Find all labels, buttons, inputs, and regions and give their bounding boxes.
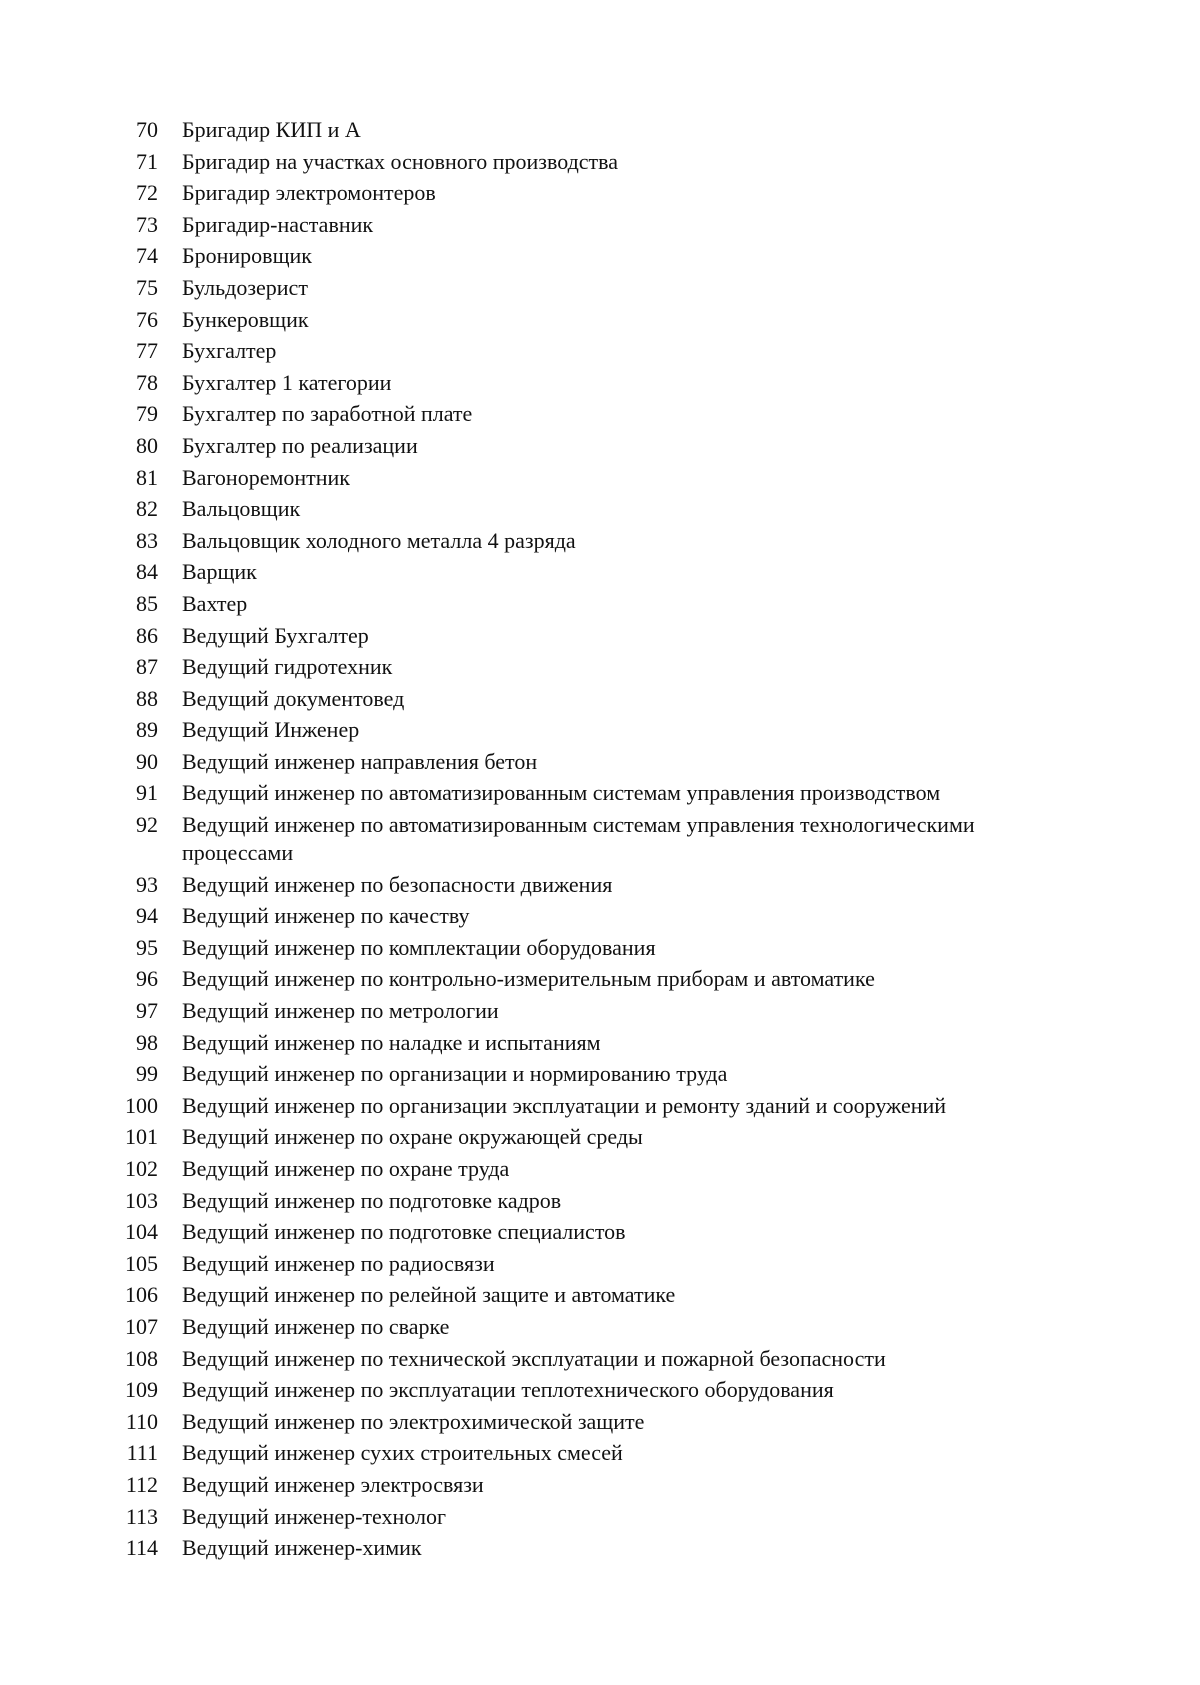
item-title: Ведущий инженер электросвязи xyxy=(182,1471,484,1497)
item-title: Ведущий Бухгалтер xyxy=(182,622,369,648)
list-item xyxy=(110,1534,1110,1562)
item-number: 95 xyxy=(136,934,158,960)
item-title: Вальцовщик холодного металла 4 разряда xyxy=(182,527,576,553)
list-item xyxy=(110,527,1110,555)
list-item xyxy=(110,558,1110,586)
item-number: 76 xyxy=(136,306,158,332)
list-item xyxy=(110,369,1110,397)
item-title: Ведущий инженер по организации эксплуатации и ремонту зданий и сооружений xyxy=(182,1092,947,1118)
item-number: 85 xyxy=(136,590,158,616)
item-number: 98 xyxy=(136,1029,158,1055)
item-number: 80 xyxy=(136,432,158,458)
item-number: 79 xyxy=(136,401,158,427)
list-item xyxy=(110,1123,1110,1151)
item-title: Бригадир КИП и А xyxy=(182,117,361,142)
list-item xyxy=(110,1187,1110,1215)
item-title: Ведущий документовед xyxy=(182,685,405,711)
list-item xyxy=(110,1408,1110,1436)
list-item xyxy=(110,811,1110,867)
item-title: Ведущий инженер по безопасности движения xyxy=(182,871,613,897)
list-item xyxy=(110,337,1110,365)
list-item xyxy=(110,1376,1110,1404)
list-item xyxy=(110,274,1110,302)
list-item xyxy=(110,1471,1110,1499)
item-title: Вахтер xyxy=(182,590,248,616)
list-item xyxy=(110,716,1110,744)
item-number: 87 xyxy=(136,654,158,680)
item-title: Бухгалтер по реализации xyxy=(182,432,418,458)
item-number: 108 xyxy=(125,1345,158,1371)
item-number: 70 xyxy=(136,117,158,142)
list-item xyxy=(110,116,1110,144)
position-list xyxy=(110,116,1110,1566)
item-number: 72 xyxy=(136,180,158,206)
item-title: Ведущий инженер-технолог xyxy=(182,1503,446,1529)
list-item xyxy=(110,432,1110,460)
item-title: Бригадир-наставник xyxy=(182,211,374,237)
item-number: 71 xyxy=(136,148,158,174)
list-item xyxy=(110,1060,1110,1088)
item-title: Ведущий инженер по наладке и испытаниям xyxy=(182,1029,601,1055)
item-title: Бронировщик xyxy=(182,243,312,269)
item-title: Ведущий инженер по технической эксплуатации и пожарной безопасности xyxy=(182,1345,886,1371)
item-title: Бункеровщик xyxy=(182,306,309,332)
list-item xyxy=(110,179,1110,207)
list-item xyxy=(110,1250,1110,1278)
item-number: 73 xyxy=(136,211,158,237)
item-number: 77 xyxy=(136,338,158,364)
item-number: 100 xyxy=(125,1092,158,1118)
item-title: Бухгалтер xyxy=(182,338,277,364)
item-number: 84 xyxy=(136,559,158,585)
list-item xyxy=(110,306,1110,334)
item-title: Бригадир на участках основного производства xyxy=(182,148,619,174)
item-number: 78 xyxy=(136,369,158,395)
item-title: Бухгалтер 1 категории xyxy=(182,369,392,395)
item-number: 102 xyxy=(125,1156,158,1181)
list-item xyxy=(110,685,1110,713)
list-item xyxy=(110,1345,1110,1373)
item-title: Ведущий инженер по охране окружающей среды xyxy=(182,1124,643,1150)
item-title: Ведущий гидротехник xyxy=(182,654,393,680)
item-title: Ведущий инженер по автоматизированным системам управления технологическими процессами xyxy=(182,812,975,866)
list-item xyxy=(110,1218,1110,1246)
item-number: 86 xyxy=(136,622,158,648)
item-title: Бульдозерист xyxy=(182,274,308,300)
list-item xyxy=(110,871,1110,899)
item-number: 107 xyxy=(125,1313,158,1339)
item-title: Ведущий инженер по комплектации оборудования xyxy=(182,934,656,960)
item-number: 110 xyxy=(125,1408,158,1434)
item-number: 93 xyxy=(136,871,158,897)
list-item xyxy=(110,965,1110,993)
list-item xyxy=(110,1092,1110,1120)
item-number: 96 xyxy=(136,966,158,992)
list-item xyxy=(110,934,1110,962)
item-title: Ведущий инженер по автоматизированным системам управления производством xyxy=(182,780,941,806)
item-title: Ведущий инженер по метрологии xyxy=(182,998,499,1024)
item-title: Ведущий инженер-химик xyxy=(182,1535,422,1561)
item-title: Ведущий инженер по контрольно-измерительным приборам и автоматике xyxy=(182,966,875,992)
item-number: 114 xyxy=(125,1535,158,1561)
item-title: Ведущий инженер по подготовке специалистов xyxy=(182,1219,626,1245)
list-item xyxy=(110,1155,1110,1183)
item-title: Ведущий инженер по подготовке кадров xyxy=(182,1187,562,1213)
list-item xyxy=(110,1439,1110,1467)
item-number: 106 xyxy=(125,1282,158,1308)
item-number: 89 xyxy=(136,717,158,743)
list-item xyxy=(110,1313,1110,1341)
item-number: 103 xyxy=(125,1187,158,1213)
item-title: Варщик xyxy=(182,559,257,585)
list-item xyxy=(110,148,1110,176)
item-number: 74 xyxy=(136,243,158,269)
list-item xyxy=(110,779,1110,807)
item-number: 83 xyxy=(136,527,158,553)
item-number: 75 xyxy=(136,274,158,300)
item-number: 105 xyxy=(125,1250,158,1276)
list-item xyxy=(110,748,1110,776)
list-item xyxy=(110,1029,1110,1057)
item-title: Ведущий инженер по организации и нормированию труда xyxy=(182,1061,728,1087)
item-number: 90 xyxy=(136,748,158,774)
list-item xyxy=(110,464,1110,492)
item-title: Ведущий инженер по релейной защите и автоматике xyxy=(182,1282,676,1308)
item-title: Ведущий Инженер xyxy=(182,717,360,743)
item-title: Ведущий инженер по сварке xyxy=(182,1313,450,1339)
item-title: Ведущий инженер по охране труда xyxy=(182,1156,510,1181)
list-item xyxy=(110,1503,1110,1531)
list-item xyxy=(110,400,1110,428)
item-title: Вальцовщик xyxy=(182,496,301,522)
item-title: Бригадир электромонтеров xyxy=(182,180,436,206)
item-number: 99 xyxy=(136,1061,158,1087)
item-number: 91 xyxy=(136,780,158,806)
item-title: Ведущий инженер направления бетон xyxy=(182,748,538,774)
item-title: Ведущий инженер сухих строительных смесей xyxy=(182,1440,623,1466)
item-number: 109 xyxy=(125,1377,158,1403)
list-item xyxy=(110,495,1110,523)
item-title: Ведущий инженер по эксплуатации теплотехнического оборудования xyxy=(182,1377,834,1403)
item-number: 104 xyxy=(125,1219,158,1245)
item-title: Ведущий инженер по качеству xyxy=(182,903,470,929)
item-number: 111 xyxy=(126,1440,158,1466)
item-number: 112 xyxy=(125,1471,158,1497)
item-title: Бухгалтер по заработной плате xyxy=(182,401,473,427)
item-title: Ведущий инженер по электрохимической защите xyxy=(182,1408,645,1434)
item-number: 81 xyxy=(136,464,158,490)
list-item xyxy=(110,622,1110,650)
list-item xyxy=(110,242,1110,270)
item-number: 82 xyxy=(136,496,158,522)
item-number: 113 xyxy=(125,1503,158,1529)
list-item xyxy=(110,211,1110,239)
list-item xyxy=(110,653,1110,681)
item-title: Вагоноремонтник xyxy=(182,464,350,490)
item-title: Ведущий инженер по радиосвязи xyxy=(182,1250,495,1276)
item-number: 94 xyxy=(136,903,158,929)
item-number: 101 xyxy=(125,1124,158,1150)
list-item xyxy=(110,997,1110,1025)
list-item xyxy=(110,590,1110,618)
item-number: 88 xyxy=(136,685,158,711)
item-number: 92 xyxy=(136,812,158,838)
item-number: 97 xyxy=(136,998,158,1024)
list-item xyxy=(110,1281,1110,1309)
list-item xyxy=(110,902,1110,930)
